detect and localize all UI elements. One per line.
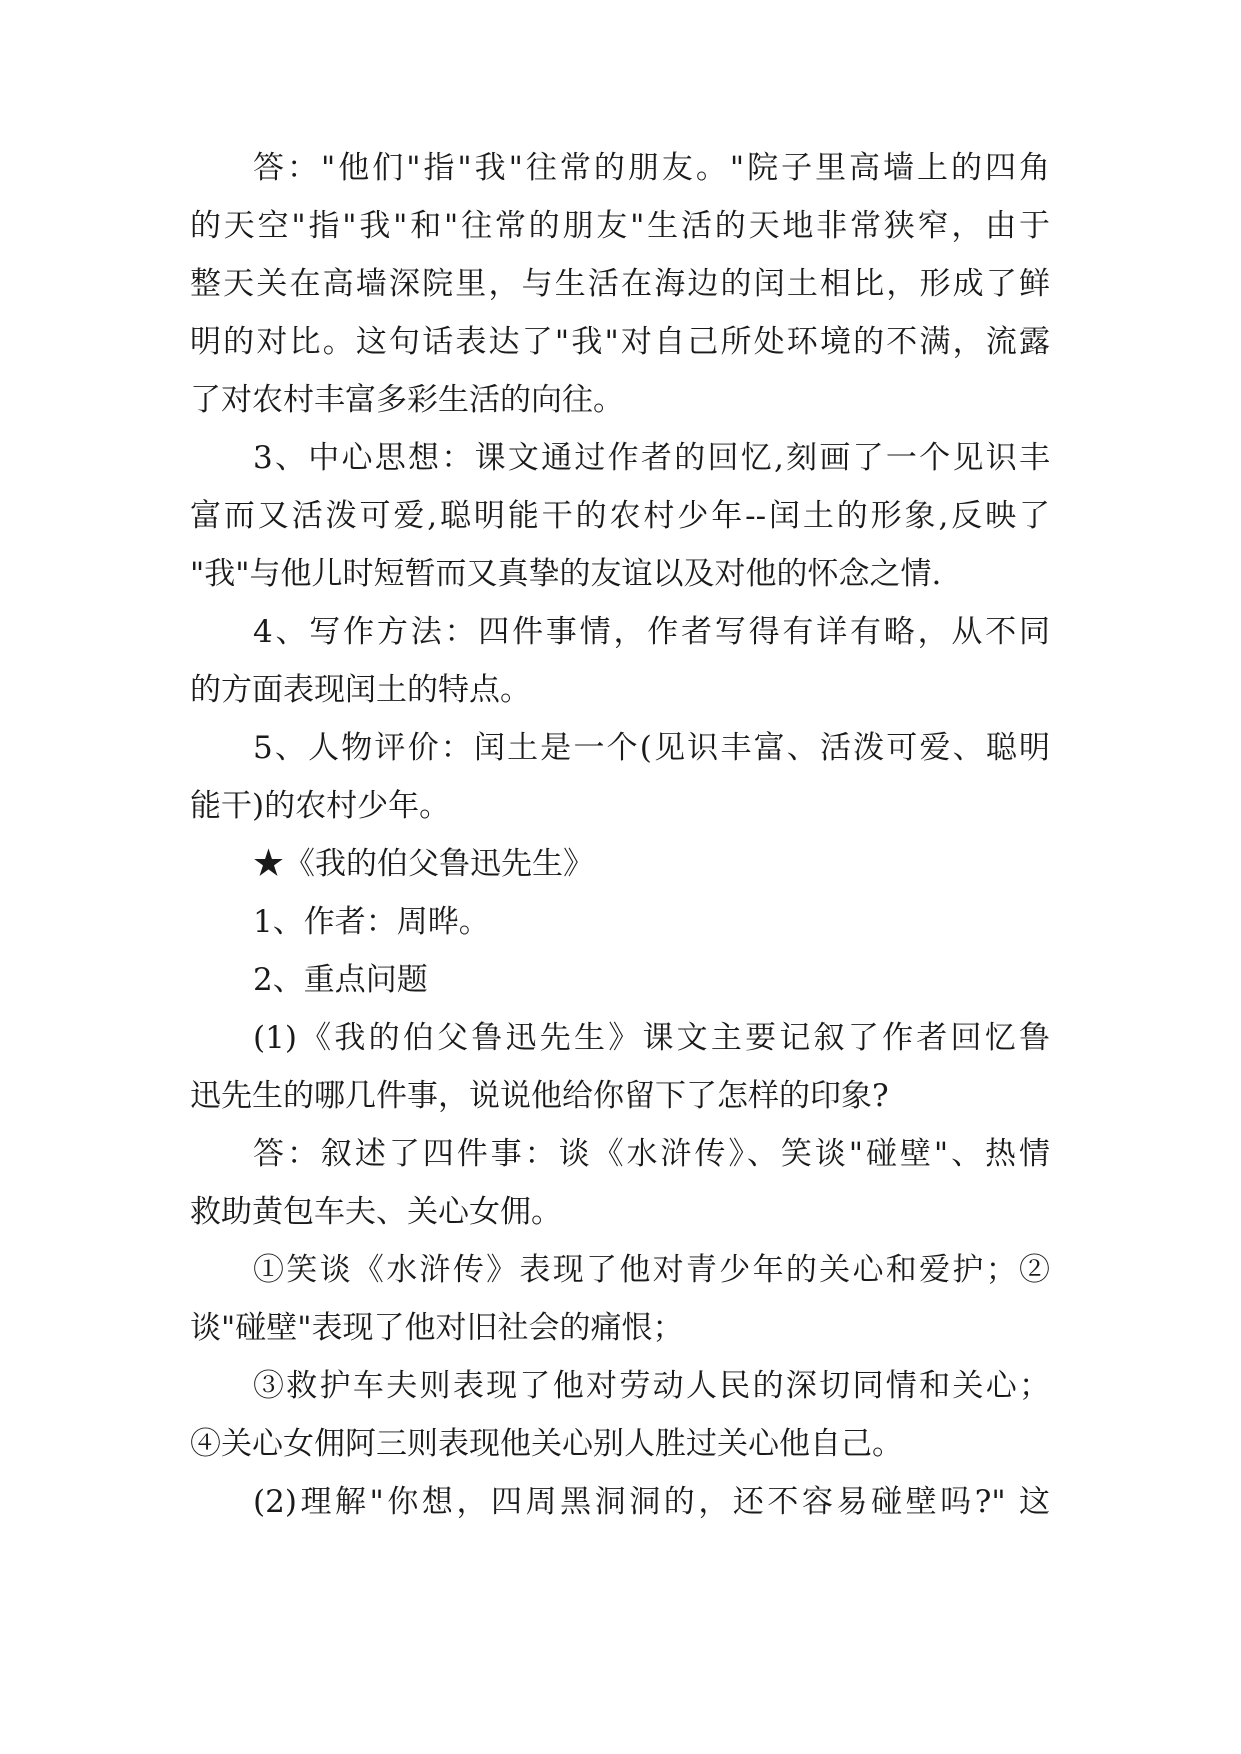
paragraph-line: 的天空"指"我"和"往常的朋友"生活的天地非常狭窄，由于 [190,208,1050,244]
paragraph-line: 明的对比。这句话表达了"我"对自己所处环境的不满，流露 [190,324,1050,360]
section-heading: ★《我的伯父鲁迅先生》 [253,846,594,882]
paragraph-line: "我"与他儿时短暂而又真挚的友谊以及对他的怀念之情. [190,556,942,592]
paragraph-line: ③救护车夫则表现了他对劳动人民的深切同情和关心； [253,1368,1050,1404]
paragraph-line: (1)《我的伯父鲁迅先生》课文主要记叙了作者回忆鲁 [253,1020,1050,1056]
paragraph-line: 3、中心思想：课文通过作者的回忆,刻画了一个见识丰 [253,440,1050,476]
paragraph-line: (2)理解"你想，四周黑洞洞的，还不容易碰壁吗?" 这 [253,1484,1050,1520]
paragraph-line: ④关心女佣阿三则表现他关心别人胜过关心他自己。 [190,1426,903,1462]
paragraph-line: 富而又活泼可爱,聪明能干的农村少年--闰土的形象,反映了 [190,498,1050,534]
paragraph-line: 整天关在高墙深院里，与生活在海边的闰土相比，形成了鲜 [190,266,1050,302]
paragraph-line: 能干)的农村少年。 [190,788,451,824]
paragraph-line: 的方面表现闰土的特点。 [190,672,531,708]
paragraph-line: 5、人物评价：闰土是一个(见识丰富、活泼可爱、聪明 [253,730,1050,766]
paragraph-line: ①笑谈《水浒传》表现了他对青少年的关心和爱护；② [253,1252,1050,1288]
paragraph-line: 4、写作方法：四件事情，作者写得有详有略，从不同 [253,614,1050,650]
paragraph-line: 1、作者：周晔。 [253,904,490,940]
paragraph-line: 谈"碰壁"表现了他对旧社会的痛恨； [190,1310,684,1346]
paragraph-line: 答："他们"指"我"往常的朋友。"院子里高墙上的四角 [253,150,1050,186]
paragraph-line: 迅先生的哪几件事，说说他给你留下了怎样的印象? [190,1078,889,1114]
paragraph-line: 了对农村丰富多彩生活的向往。 [190,382,624,418]
paragraph-line: 2、重点问题 [253,962,428,998]
paragraph-line: 救助黄包车夫、关心女佣。 [190,1194,562,1230]
paragraph-line: 答：叙述了四件事：谈《水浒传》、笑谈"碰壁"、热情 [253,1136,1050,1172]
